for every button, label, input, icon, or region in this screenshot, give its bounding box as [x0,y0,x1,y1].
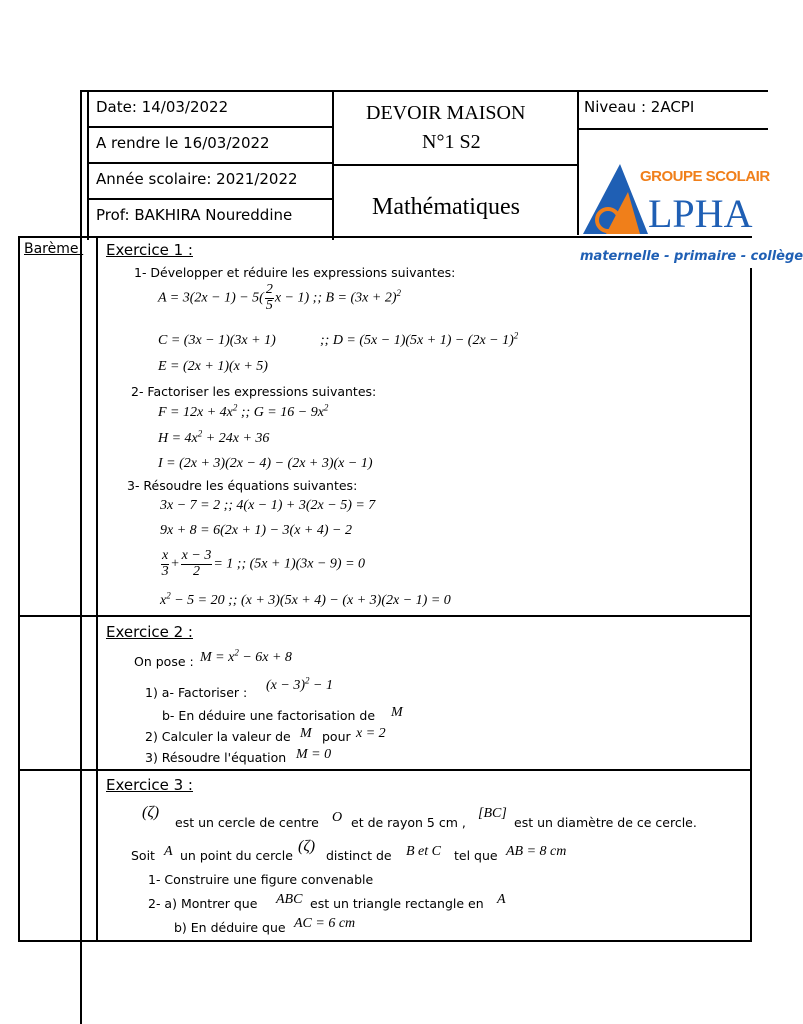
table-bottom-border [18,940,752,942]
bareme-divider-2 [96,236,98,942]
logo-tagline: maternelle - primaire - collège [580,249,803,264]
ex1-title: Exercice 1 : [106,241,193,259]
ex2-ex3-separator [18,769,752,771]
ex1-eq-D: ;; $D = (5x - 1)(5x + 1) - (2x - 1)^2$ [320,330,519,348]
ex3-title: Exercice 3 : [106,776,193,794]
ex3-l1b: et de rayon 5 cm , [351,815,466,830]
school-logo [578,160,803,270]
header-row-2b [332,164,578,166]
header-left-border [80,90,82,240]
header-left-border-2 [87,90,89,240]
ex3-A: A [164,844,173,859]
ex3-l2c: distinct de [326,848,392,863]
ex3-q2b: est un triangle rectangle en [310,896,484,911]
ex3-q2-A: A [497,892,506,907]
ex1-eq-I: I = (2x + 3)(2x − 4) − (2x + 3)(x − 1) [158,456,373,471]
ex2-q2-x: x = 2 [356,726,386,741]
header-level-row [578,128,768,130]
ex3-q2a: 2- a) Montrer que [148,896,258,911]
ex3-AC: AC = 6 cm [294,916,356,931]
header-prof: Prof: BAKHIRA Noureddine [96,206,293,224]
ex2-q3-M0: M = 0 [296,747,332,762]
ex2-q2: 2) Calculer la valeur de [145,729,291,744]
ex3-O: O [332,810,343,825]
ex2-q1a-expr: $(x - 3)^2 - 1$ [266,675,333,693]
table-left-border [18,236,20,942]
header-title: DEVOIR MAISON [366,102,526,124]
ex2-q2-pour: pour [322,729,351,744]
ex2-title: Exercice 2 : [106,623,193,641]
ex2-eq-M: $M = x^2 - 6x + 8$ [200,647,292,665]
frac-x-3: $\frac{x}{3}$ [161,548,169,579]
ex3-q3: b) En déduire que [174,920,286,935]
ex2-pose: On pose : [134,654,194,669]
ex1-q3: 3- Résoudre les équations suivantes: [127,478,358,493]
ex2-q2-M: M [300,726,312,741]
ex3-l2a: Soit [131,848,155,863]
ex3-l1a: est un cercle de centre [175,815,319,830]
ex1-eq-A: A = 3(2x − 1) − 5( $\frac{2}{5}$ x − 1) ;; $B = (3x + 2)^2$ [158,282,401,313]
logo-line1: GROUPE SCOLAIR [640,168,770,185]
ex3-l2d: tel que [454,848,498,863]
ex3-ABC: ABC [276,892,303,907]
header-row-2 [88,162,333,164]
table-right-border [750,268,752,942]
ex1-q1: 1- Développer et réduire les expressions suivantes: [134,265,456,280]
header-date: Date: 14/03/2022 [96,98,229,116]
logo-line2: LPHA [648,191,753,236]
ex1-ex2-separator [18,615,752,617]
frac-2-5: $\frac{2}{5}$ [265,282,273,313]
ex1-eq-C: C = (3x − 1)(3x + 1) [158,333,276,348]
header-row-3 [88,198,333,200]
ex2-q3: 3) Résoudre l'équation [145,750,287,765]
ex2-q1b-M: M [391,705,403,720]
ex3-l1c: est un diamètre de ce cercle. [514,815,697,830]
header-level: Niveau : 2ACPI [584,98,695,116]
ex1-eq-H: $H = 4x^2 + 24x + 36$ [158,428,270,446]
ex1-eq-3: $\frac{x}{3}$ + $\frac{x - 3}{2}$ = 1 ;; (5x + 1)(3x − 9) = 0 [161,548,366,579]
ex3-BC: [BC] [478,806,507,821]
ex1-eq-2: 9x + 8 = 6(2x + 1) − 3(x + 4) − 2 [160,523,352,538]
ex1-eq-4: $x^2 - 5 = 20$ ;; (x + 3)(5x + 4) − (x + 3)(2x − 1) = 0 [160,590,451,608]
bareme-label: Barème: [24,241,84,257]
ex3-zeta: (ζ) [142,804,160,821]
header-top-border [80,90,768,92]
ex1-eq-1: 3x − 7 = 2 ;; 4(x − 1) + 3(2x − 5) = 7 [160,498,376,513]
ex1-q2: 2- Factoriser les expressions suivantes: [131,384,377,399]
frac-x-minus-3-2: $\frac{x - 3}{2}$ [181,548,212,579]
header-row-1 [88,126,333,128]
ex2-q1b: b- En déduire une factorisation de [162,708,376,723]
ex1-eq-E: E = (2x + 1)(x + 5) [158,359,268,374]
ex3-q1: 1- Construire une figure convenable [148,872,374,887]
header-number: N°1 S2 [422,131,481,153]
ex3-AB: AB = 8 cm [506,844,567,859]
ex3-BetC: B et C [406,844,441,859]
ex1-eq-F: $F = 12x + 4x^2$ ;; $G = 16 - 9x^2$ [158,402,329,420]
ex3-l2b: un point du cercle [180,848,293,863]
ex2-q1a: 1) a- Factoriser : [145,685,248,700]
header-school-year: Année scolaire: 2021/2022 [96,170,298,188]
ex3-zeta-2: (ζ) [298,838,316,855]
header-due-date: A rendre le 16/03/2022 [96,134,270,152]
bareme-divider [80,236,82,1024]
header-subject: Mathématiques [372,194,520,220]
